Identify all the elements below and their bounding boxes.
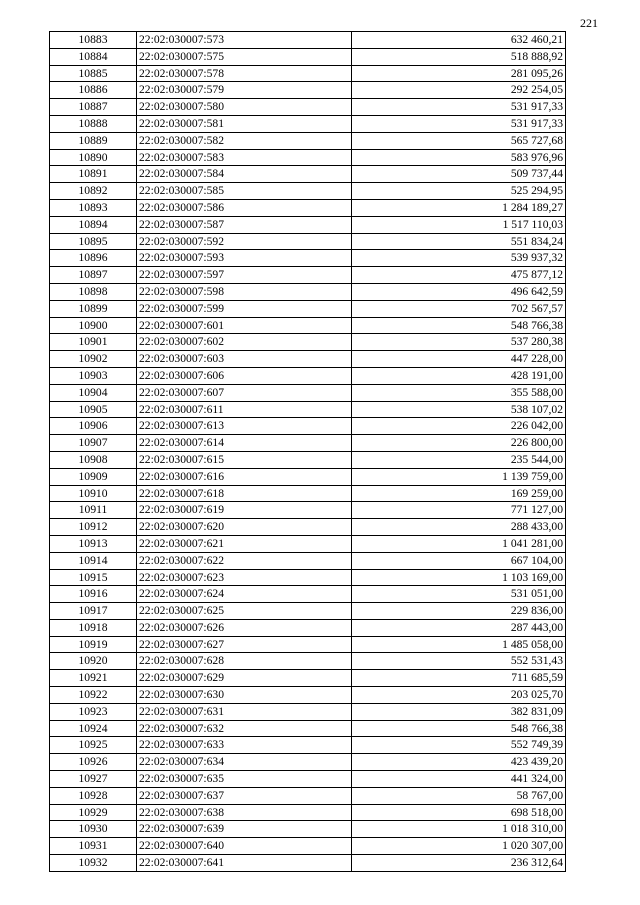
- table-row: [50, 838, 566, 855]
- row-number-cell: 10893: [50, 199, 137, 216]
- cadastral-value-cell: 1 103 169,00: [352, 569, 566, 586]
- row-number-cell: 10928: [50, 787, 137, 804]
- row-number-cell: 10913: [50, 535, 137, 552]
- row-number-cell: 10895: [50, 233, 137, 250]
- table-row: [50, 48, 566, 65]
- cadastral-number-cell: 22:02:030007:626: [137, 619, 352, 636]
- cadastral-number-cell: 22:02:030007:606: [137, 367, 352, 384]
- cadastral-number-cell: 22:02:030007:611: [137, 401, 352, 418]
- table-row: [50, 586, 566, 603]
- row-number-cell: 10926: [50, 754, 137, 771]
- row-number-cell: 10892: [50, 183, 137, 200]
- row-number-cell: 10899: [50, 300, 137, 317]
- cadastral-number-cell: 22:02:030007:613: [137, 418, 352, 435]
- table-row: [50, 603, 566, 620]
- row-number-cell: 10903: [50, 367, 137, 384]
- table-row: [50, 855, 566, 872]
- table-row: [50, 771, 566, 788]
- row-number-cell: 10904: [50, 384, 137, 401]
- cadastral-number-cell: 22:02:030007:615: [137, 451, 352, 468]
- row-number-cell: 10918: [50, 619, 137, 636]
- row-number-cell: 10930: [50, 821, 137, 838]
- cadastral-value-cell: 667 104,00: [352, 552, 566, 569]
- table-row: [50, 65, 566, 82]
- cadastral-value-cell: 537 280,38: [352, 334, 566, 351]
- row-number-cell: 10886: [50, 82, 137, 99]
- table-row: [50, 99, 566, 116]
- table-row: [50, 32, 566, 49]
- row-number-cell: 10919: [50, 636, 137, 653]
- table-row: [50, 787, 566, 804]
- cadastral-number-cell: 22:02:030007:620: [137, 519, 352, 536]
- cadastral-number-cell: 22:02:030007:631: [137, 703, 352, 720]
- cadastral-number-cell: 22:02:030007:622: [137, 552, 352, 569]
- row-number-cell: 10912: [50, 519, 137, 536]
- cadastral-number-cell: 22:02:030007:585: [137, 183, 352, 200]
- table-row: [50, 183, 566, 200]
- cadastral-number-cell: 22:02:030007:621: [137, 535, 352, 552]
- cadastral-value-cell: 548 766,38: [352, 317, 566, 334]
- table-row: [50, 115, 566, 132]
- cadastral-value-cell: 226 042,00: [352, 418, 566, 435]
- cadastral-value-cell: 1 284 189,27: [352, 199, 566, 216]
- cadastral-value-cell: 287 443,00: [352, 619, 566, 636]
- row-number-cell: 10887: [50, 99, 137, 116]
- row-number-cell: 10932: [50, 855, 137, 872]
- row-number-cell: 10916: [50, 586, 137, 603]
- row-number-cell: 10931: [50, 838, 137, 855]
- row-number-cell: 10891: [50, 166, 137, 183]
- row-number-cell: 10923: [50, 703, 137, 720]
- cadastral-number-cell: 22:02:030007:634: [137, 754, 352, 771]
- cadastral-value-cell: 1 041 281,00: [352, 535, 566, 552]
- cadastral-value-cell: 423 439,20: [352, 754, 566, 771]
- table-row: [50, 535, 566, 552]
- cadastral-value-cell: 539 937,32: [352, 250, 566, 267]
- cadastral-value-cell: 538 107,02: [352, 401, 566, 418]
- table-row: [50, 569, 566, 586]
- cadastral-number-cell: 22:02:030007:640: [137, 838, 352, 855]
- table-row: [50, 132, 566, 149]
- cadastral-value-cell: 552 749,39: [352, 737, 566, 754]
- cadastral-number-cell: 22:02:030007:630: [137, 687, 352, 704]
- table-row: [50, 401, 566, 418]
- cadastral-value-cell: 169 259,00: [352, 485, 566, 502]
- row-number-cell: 10910: [50, 485, 137, 502]
- cadastral-value-cell: 1 139 759,00: [352, 468, 566, 485]
- cadastral-value-cell: 229 836,00: [352, 603, 566, 620]
- cadastral-number-cell: 22:02:030007:587: [137, 216, 352, 233]
- table-row: [50, 703, 566, 720]
- cadastral-number-cell: 22:02:030007:593: [137, 250, 352, 267]
- cadastral-number-cell: 22:02:030007:641: [137, 855, 352, 872]
- row-number-cell: 10922: [50, 687, 137, 704]
- row-number-cell: 10897: [50, 267, 137, 284]
- cadastral-number-cell: 22:02:030007:607: [137, 384, 352, 401]
- row-number-cell: 10905: [50, 401, 137, 418]
- table-row: [50, 283, 566, 300]
- cadastral-value-cell: 496 642,59: [352, 283, 566, 300]
- row-number-cell: 10909: [50, 468, 137, 485]
- cadastral-value-cell: 288 433,00: [352, 519, 566, 536]
- table-row: [50, 367, 566, 384]
- cadastral-value-cell: 552 531,43: [352, 653, 566, 670]
- table-row: [50, 317, 566, 334]
- cadastral-value-cell: 525 294,95: [352, 183, 566, 200]
- row-number-cell: 10921: [50, 670, 137, 687]
- cadastral-value-cell: 632 460,21: [352, 32, 566, 49]
- row-number-cell: 10914: [50, 552, 137, 569]
- row-number-cell: 10908: [50, 451, 137, 468]
- cadastral-number-cell: 22:02:030007:578: [137, 65, 352, 82]
- table-row: [50, 468, 566, 485]
- cadastral-value-cell: 1 517 110,03: [352, 216, 566, 233]
- row-number-cell: 10927: [50, 771, 137, 788]
- cadastral-value-cell: 235 544,00: [352, 451, 566, 468]
- cadastral-number-cell: 22:02:030007:573: [137, 32, 352, 49]
- cadastral-value-cell: 518 888,92: [352, 48, 566, 65]
- table-row: [50, 619, 566, 636]
- cadastral-value-cell: 548 766,38: [352, 720, 566, 737]
- cadastral-value-cell: 711 685,59: [352, 670, 566, 687]
- cadastral-value-cell: 292 254,05: [352, 82, 566, 99]
- table-row: [50, 418, 566, 435]
- table-row: [50, 149, 566, 166]
- cadastral-number-cell: 22:02:030007:619: [137, 502, 352, 519]
- page-number: 221: [580, 16, 598, 30]
- cadastral-number-cell: 22:02:030007:598: [137, 283, 352, 300]
- cadastral-value-cell: 447 228,00: [352, 351, 566, 368]
- row-number-cell: 10906: [50, 418, 137, 435]
- cadastral-value-cell: 203 025,70: [352, 687, 566, 704]
- table-row: [50, 250, 566, 267]
- cadastral-number-cell: 22:02:030007:581: [137, 115, 352, 132]
- cadastral-number-cell: 22:02:030007:583: [137, 149, 352, 166]
- row-number-cell: 10885: [50, 65, 137, 82]
- row-number-cell: 10900: [50, 317, 137, 334]
- cadastral-value-cell: 236 312,64: [352, 855, 566, 872]
- row-number-cell: 10925: [50, 737, 137, 754]
- cadastral-number-cell: 22:02:030007:575: [137, 48, 352, 65]
- table-row: [50, 754, 566, 771]
- cadastral-value-cell: 531 917,33: [352, 99, 566, 116]
- cadastral-number-cell: 22:02:030007:629: [137, 670, 352, 687]
- row-number-cell: 10924: [50, 720, 137, 737]
- cadastral-number-cell: 22:02:030007:580: [137, 99, 352, 116]
- cadastral-number-cell: 22:02:030007:597: [137, 267, 352, 284]
- row-number-cell: 10929: [50, 804, 137, 821]
- table-row: [50, 485, 566, 502]
- cadastral-value-cell: 531 051,00: [352, 586, 566, 603]
- table-row: [50, 199, 566, 216]
- table-row: [50, 451, 566, 468]
- table-row: [50, 166, 566, 183]
- row-number-cell: 10902: [50, 351, 137, 368]
- row-number-cell: 10888: [50, 115, 137, 132]
- row-number-cell: 10894: [50, 216, 137, 233]
- cadastral-number-cell: 22:02:030007:627: [137, 636, 352, 653]
- table-row: [50, 653, 566, 670]
- cadastral-number-cell: 22:02:030007:623: [137, 569, 352, 586]
- row-number-cell: 10884: [50, 48, 137, 65]
- cadastral-number-cell: 22:02:030007:638: [137, 804, 352, 821]
- cadastral-number-cell: 22:02:030007:625: [137, 603, 352, 620]
- cadastral-number-cell: 22:02:030007:601: [137, 317, 352, 334]
- cadastral-value-cell: 226 800,00: [352, 435, 566, 452]
- row-number-cell: 10889: [50, 132, 137, 149]
- cadastral-value-cell: 428 191,00: [352, 367, 566, 384]
- cadastral-number-cell: 22:02:030007:616: [137, 468, 352, 485]
- cadastral-value-cell: 531 917,33: [352, 115, 566, 132]
- cadastral-number-cell: 22:02:030007:586: [137, 199, 352, 216]
- cadastral-number-cell: 22:02:030007:632: [137, 720, 352, 737]
- table-row: [50, 384, 566, 401]
- table-row: [50, 351, 566, 368]
- cadastral-value-cell: 441 324,00: [352, 771, 566, 788]
- table-row: [50, 821, 566, 838]
- cadastral-value-cell: 698 518,00: [352, 804, 566, 821]
- table-row: [50, 435, 566, 452]
- cadastral-number-cell: 22:02:030007:637: [137, 787, 352, 804]
- row-number-cell: 10917: [50, 603, 137, 620]
- row-number-cell: 10883: [50, 32, 137, 49]
- cadastral-number-cell: 22:02:030007:592: [137, 233, 352, 250]
- cadastral-number-cell: 22:02:030007:599: [137, 300, 352, 317]
- table-row: [50, 216, 566, 233]
- row-number-cell: 10920: [50, 653, 137, 670]
- table-row: [50, 82, 566, 99]
- cadastral-value-cell: 509 737,44: [352, 166, 566, 183]
- cadastral-value-cell: 1 485 058,00: [352, 636, 566, 653]
- row-number-cell: 10890: [50, 149, 137, 166]
- cadastral-value-cell: 475 877,12: [352, 267, 566, 284]
- row-number-cell: 10901: [50, 334, 137, 351]
- cadastral-value-cell: 771 127,00: [352, 502, 566, 519]
- table-row: [50, 300, 566, 317]
- row-number-cell: 10898: [50, 283, 137, 300]
- cadastral-number-cell: 22:02:030007:633: [137, 737, 352, 754]
- cadastral-number-cell: 22:02:030007:639: [137, 821, 352, 838]
- table-row: [50, 233, 566, 250]
- row-number-cell: 10915: [50, 569, 137, 586]
- cadastral-value-cell: 355 588,00: [352, 384, 566, 401]
- cadastral-value-cell: 702 567,57: [352, 300, 566, 317]
- table-row: [50, 737, 566, 754]
- table-row: [50, 636, 566, 653]
- cadastral-value-cell: 551 834,24: [352, 233, 566, 250]
- cadastral-value-cell: 1 020 307,00: [352, 838, 566, 855]
- cadastral-value-cell: 583 976,96: [352, 149, 566, 166]
- cadastral-number-cell: 22:02:030007:628: [137, 653, 352, 670]
- table-row: [50, 687, 566, 704]
- cadastral-value-cell: 1 018 310,00: [352, 821, 566, 838]
- table-row: [50, 720, 566, 737]
- table-body: [50, 32, 566, 872]
- table-row: [50, 334, 566, 351]
- cadastral-number-cell: 22:02:030007:602: [137, 334, 352, 351]
- cadastral-number-cell: 22:02:030007:582: [137, 132, 352, 149]
- row-number-cell: 10907: [50, 435, 137, 452]
- cadastral-number-cell: 22:02:030007:603: [137, 351, 352, 368]
- cadastral-number-cell: 22:02:030007:584: [137, 166, 352, 183]
- cadastral-number-cell: 22:02:030007:614: [137, 435, 352, 452]
- row-number-cell: 10896: [50, 250, 137, 267]
- table-row: [50, 804, 566, 821]
- table-row: [50, 502, 566, 519]
- cadastral-value-cell: 281 095,26: [352, 65, 566, 82]
- row-number-cell: 10911: [50, 502, 137, 519]
- cadastral-value-cell: 58 767,00: [352, 787, 566, 804]
- table-row: [50, 519, 566, 536]
- table-row: [50, 552, 566, 569]
- cadastral-number-cell: 22:02:030007:579: [137, 82, 352, 99]
- table-row: [50, 267, 566, 284]
- cadastral-value-cell: 565 727,68: [352, 132, 566, 149]
- cadastral-value-cell: 382 831,09: [352, 703, 566, 720]
- cadastral-number-cell: 22:02:030007:618: [137, 485, 352, 502]
- cadastral-number-cell: 22:02:030007:624: [137, 586, 352, 603]
- cadastral-value-table: [49, 31, 566, 872]
- table-row: [50, 670, 566, 687]
- cadastral-number-cell: 22:02:030007:635: [137, 771, 352, 788]
